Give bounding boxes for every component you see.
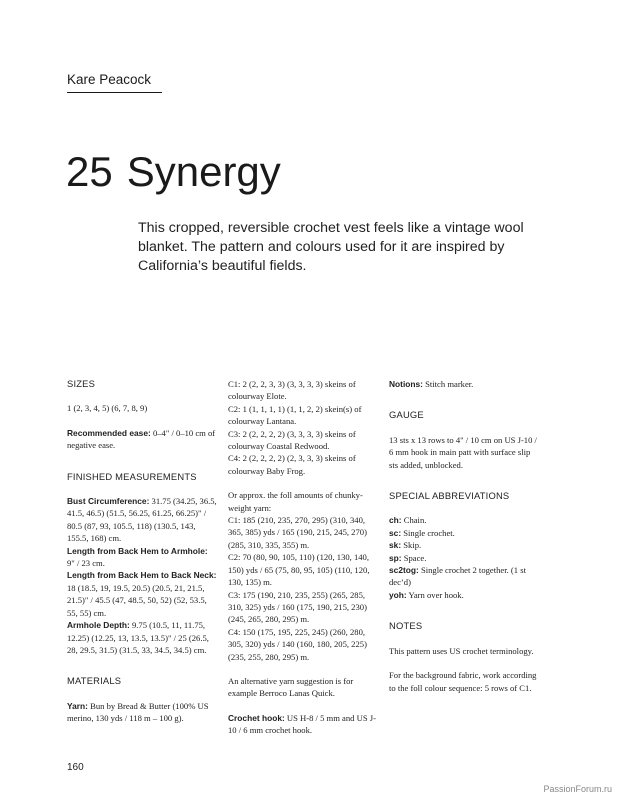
- notions-paragraph: [389, 378, 539, 390]
- neck-length-paragraph: [67, 569, 217, 619]
- abbreviation-item: [389, 564, 539, 589]
- gauge-heading: GAUGE: [389, 409, 424, 421]
- bust-text: 31.75 (34.25, 36.5, 41.5, 46.5) (51.5, 56.25, 61.25, 66.25)" / 80.5 (87, 93, 105.5, 118) (130.5, 143, 155.5, 168) cm.: [67, 496, 217, 544]
- sizes-heading: SIZES: [67, 378, 96, 389]
- bust-label: Bust Circumference:: [67, 496, 150, 507]
- amount-c4: C4: 150 (175, 195, 225, 245) (260, 280, 305, 320) yds / 140 (160, 180, 205, 225) (235, 255, 280, 295) m.: [228, 626, 367, 662]
- abbreviation-key: sc2tog:: [389, 565, 419, 576]
- abbreviation-key: ch:: [389, 515, 402, 526]
- abbreviation-value: Space.: [401, 552, 427, 563]
- ease-paragraph: [67, 427, 217, 452]
- yarn-label: Yarn:: [67, 700, 88, 711]
- finished-measurements-heading: FINISHED MEASUREMENTS: [67, 470, 197, 482]
- notions-label: Notions:: [389, 379, 423, 389]
- notions-text: Stitch marker.: [422, 379, 474, 389]
- neck-length-label: Length from Back Hem to Back Neck:: [67, 570, 217, 581]
- ease-text: 0–4" / 0–10 cm of negative ease.: [67, 427, 216, 451]
- amount-c2: C2: 70 (80, 90, 105, 110) (120, 130, 140, 150) yds / 65 (75, 80, 95, 105) (110, 120, 130, 135) m.: [228, 552, 370, 588]
- abbreviation-item: [389, 514, 539, 526]
- yarn-text: Bun by Bread & Butter (100% US merino, 130 yds / 118 m – 100 g).: [67, 700, 209, 724]
- note-terminology: This pattern uses US crochet terminology.: [389, 645, 534, 656]
- pattern-name: Synergy: [126, 148, 281, 195]
- abbreviation-value: Single crochet 2 together. (1 st dec’d): [389, 565, 526, 588]
- page-number: 160: [67, 762, 84, 773]
- hook-text: US H-8 / 5 mm and US J-10 / 6 mm crochet hook.: [228, 712, 376, 736]
- skeins-c2: C2: 1 (1, 1, 1, 1) (1, 1, 2, 2) skein(s) of colourway Lantana.: [228, 403, 362, 427]
- abbreviations-heading: SPECIAL ABBREVIATIONS: [389, 490, 510, 502]
- skeins-c4: C4: 2 (2, 2, 2, 2) (2, 3, 3, 3) skeins of colourway Baby Frog.: [228, 453, 356, 476]
- abbreviation-key: sc:: [389, 527, 402, 538]
- abbreviation-key: yoh:: [389, 589, 407, 600]
- hook-label: Crochet hook:: [228, 712, 285, 723]
- approx-amounts: Or approx. the foll amounts of chunky-weight yarn:: [228, 490, 363, 513]
- hook-paragraph: [228, 712, 378, 737]
- abbreviation-item: [389, 552, 539, 564]
- abbreviation-value: Yarn over hook.: [406, 589, 464, 600]
- abbreviation-value: Skip.: [401, 540, 422, 551]
- bust-paragraph: [67, 495, 217, 545]
- abbreviation-value: Single crochet.: [401, 527, 455, 538]
- abbreviation-key: sp:: [389, 552, 402, 563]
- ease-label: Recommended ease:: [67, 427, 151, 438]
- designer-underline: [67, 92, 162, 93]
- alternative-yarn: An alternative yarn suggestion is for example Berroco Lanas Quick.: [228, 675, 354, 699]
- skeins-c1: C1: 2 (2, 2, 3, 3) (3, 3, 3, 3) skeins of colourway Elote.: [228, 379, 356, 402]
- amount-c1: C1: 185 (210, 235, 270, 295) (310, 340, 365, 385) yds / 165 (190, 215, 245, 270) (285, 310, 335, 355) m.: [228, 515, 367, 550]
- yarn-paragraph: [67, 700, 217, 725]
- column-3: [389, 378, 539, 694]
- armhole-depth-label: Armhole Depth:: [67, 620, 130, 631]
- sizes-text: 1 (2, 3, 4, 5) (6, 7, 8, 9): [67, 403, 148, 414]
- notes-heading: NOTES: [389, 620, 423, 632]
- abbreviation-item: [389, 589, 539, 601]
- column-1: [67, 378, 217, 725]
- materials-heading: MATERIALS: [67, 675, 122, 687]
- pattern-number: 25: [66, 148, 113, 195]
- armhole-length-label: Length from Back Hem to Armhole:: [67, 545, 208, 556]
- armhole-length-text: 9" / 23 cm.: [67, 558, 105, 569]
- note-colour-sequence: For the background fabric, work according to the foll colour sequence: 5 rows of C1.: [389, 670, 537, 693]
- amount-c3: C3: 175 (190, 210, 235, 255) (265, 285, 310, 325) yds / 160 (175, 190, 215, 230) (245, 265, 280, 295) m.: [228, 589, 367, 625]
- armhole-depth-paragraph: [67, 619, 217, 656]
- armhole-length-paragraph: [67, 545, 217, 570]
- abbreviation-item: [389, 539, 539, 551]
- abbreviation-key: sk:: [389, 540, 402, 551]
- pattern-title: [66, 148, 281, 196]
- intro-paragraph: This cropped, reversible crochet vest feels like a vintage wool blanket. The pattern and colours used for it are inspired by California’s beautiful fields.: [138, 220, 524, 274]
- designer-name: Kare Peacock: [67, 72, 152, 87]
- abbreviation-value: Chain.: [401, 515, 427, 526]
- column-2: [228, 378, 378, 737]
- abbreviation-item: [389, 527, 539, 539]
- neck-length-text: 18 (18.5, 19, 19.5, 20.5) (20.5, 21, 21.5, 21.5)" / 45.5 (47, 48.5, 50, 52) (52, 53.5, 55, 55) cm.: [67, 582, 207, 618]
- skeins-c3: C3: 2 (2, 2, 2, 2) (3, 3, 3, 3) skeins of colourway Coastal Redwood.: [228, 428, 356, 452]
- watermark: PassionForum.ru: [543, 784, 612, 794]
- armhole-depth-text: 9.75 (10.5, 11, 11.75, 12.25) (12.25, 13, 13.5, 13.5)" / 25 (26.5, 28, 29.5, 31.5) (31.5, 33, 34.5, 34.5) cm.: [67, 620, 209, 655]
- gauge-text: 13 sts x 13 rows to 4" / 10 cm on US J-10 / 6 mm hook in main patt with surface slip sts added, unblocked.: [389, 434, 537, 470]
